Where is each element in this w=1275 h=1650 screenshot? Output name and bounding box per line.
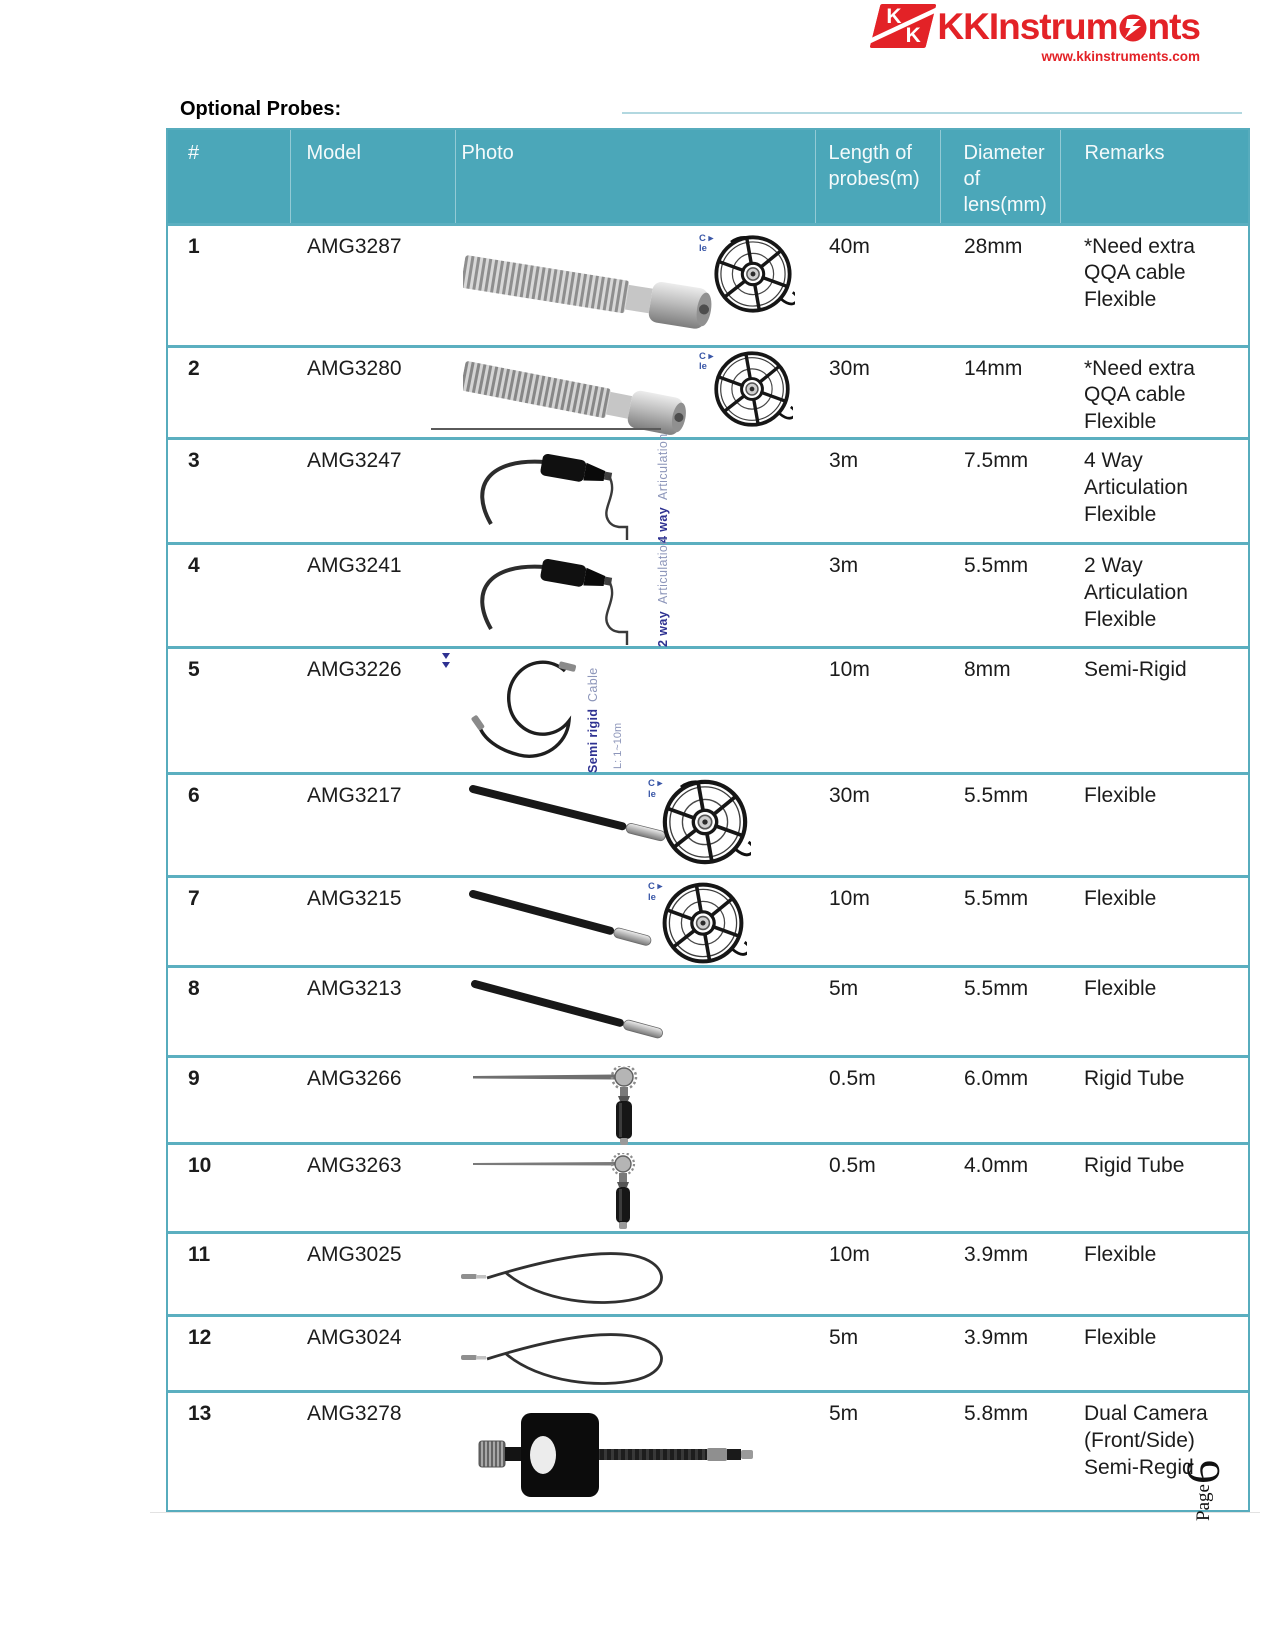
col-header-num: # (188, 142, 200, 164)
length-cell: 3m (829, 554, 859, 578)
remarks-cell: Dual Camera (Front/Side) Semi-Regid (1084, 1402, 1208, 1479)
looped-cable-photo (459, 1321, 677, 1391)
remarks-cell: *Need extra QQA cable Flexible (1084, 234, 1195, 312)
articulation-label-light: Articulation (656, 433, 670, 501)
diameter-cell: 6.0mm (964, 1067, 1029, 1091)
col-header-model: Model (290, 130, 455, 224)
lightning-e-icon (1119, 11, 1147, 39)
row-number: 9 (188, 1067, 200, 1091)
col-header-diameter: Diameter of lens(mm) (940, 130, 1060, 224)
row-number: 6 (188, 784, 200, 808)
table-row (168, 1057, 1248, 1144)
remarks-cell: Flexible (1084, 977, 1157, 1001)
reel-label-top: C ▸ (648, 881, 663, 893)
decorative-line (150, 1512, 1260, 1513)
length-cell: 0.5m (829, 1154, 876, 1178)
photo-cell (455, 537, 815, 648)
reel-label-bottom: le (699, 360, 707, 372)
remarks-cell: Rigid Tube (1084, 1154, 1185, 1178)
model-cell: AMG3247 (307, 449, 402, 473)
cable-label (585, 649, 601, 773)
diameter-cell: 5.5mm (964, 784, 1029, 808)
row-number: 2 (188, 356, 200, 380)
diameter-cell: 5.5mm (964, 977, 1029, 1001)
model-cell: AMG3024 (307, 1326, 402, 1350)
brand-name (937, 5, 1200, 47)
diameter-cell: 4.0mm (964, 1154, 1029, 1178)
diameter-cell: 7.5mm (964, 449, 1029, 473)
rigid-tube-photo (465, 1153, 665, 1233)
diameter-cell: 3.9mm (964, 1326, 1029, 1350)
row-number: 1 (188, 234, 200, 258)
remarks-cell: Flexible (1084, 784, 1157, 808)
remarks-cell: *Need extra QQA cable Flexible (1084, 356, 1195, 434)
table-row (168, 1316, 1248, 1392)
page-number-digit: 6 (1177, 1460, 1230, 1484)
articulation-label-bold: 2 way (656, 611, 670, 648)
probe-rod-photo (465, 882, 675, 974)
looped-cable-photo (459, 1240, 677, 1310)
row-number: 3 (188, 449, 200, 473)
diameter-cell: 14mm (964, 356, 1023, 380)
row-number: 12 (188, 1326, 212, 1350)
table-row (168, 1233, 1248, 1316)
photo-cell (455, 433, 815, 544)
reel-label-bottom: le (699, 242, 707, 254)
model-cell: AMG3226 (307, 658, 402, 682)
articulating-scope-photo (461, 551, 656, 647)
diameter-cell: 5.5mm (964, 887, 1029, 911)
cable-reel-photo (711, 232, 795, 316)
model-cell: AMG3278 (307, 1402, 402, 1426)
length-cell: 0.5m (829, 1067, 876, 1091)
row-number: 11 (188, 1243, 211, 1267)
col-header-length: Length of probes(m) (815, 130, 940, 224)
model-cell: AMG3280 (307, 356, 402, 380)
model-cell: AMG3217 (307, 784, 402, 808)
row-number: 7 (188, 887, 200, 911)
decorative-line (622, 112, 1242, 114)
reel-label-bottom: le (648, 788, 656, 800)
remarks-cell: Semi-Rigid (1084, 658, 1187, 682)
remarks-cell: 2 Way Articulation Flexible (1084, 554, 1188, 631)
table-row (168, 774, 1248, 877)
diameter-cell: 3.9mm (964, 1243, 1029, 1267)
brand-website: www.kkinstruments.com (1041, 49, 1200, 64)
cable-reel-photo (711, 348, 793, 430)
length-cell: 10m (829, 1243, 870, 1267)
reel-label-top: C ▸ (648, 778, 663, 790)
photo-cell (455, 1233, 815, 1316)
table-row (168, 544, 1248, 648)
remarks-cell: Rigid Tube (1084, 1067, 1185, 1091)
diameter-cell: 5.8mm (964, 1402, 1029, 1426)
remarks-cell: Flexible (1084, 1243, 1157, 1267)
logo-letter-k: K (886, 5, 902, 28)
optional-probes-table (168, 130, 1248, 1510)
photo-cell (455, 1316, 815, 1392)
cable-length-label: L: 1~10m (612, 722, 624, 770)
articulation-label-bold: 4 way (656, 507, 670, 544)
spring-probe-photo (463, 350, 713, 436)
reel-label-bottom: le (648, 891, 656, 903)
reel-label-top: C ▸ (699, 232, 714, 244)
length-cell: 5m (829, 1402, 859, 1426)
photo-cell (455, 648, 815, 774)
marker-icon (441, 653, 451, 671)
table-row (168, 439, 1248, 544)
model-cell: AMG3213 (307, 977, 402, 1001)
row-number: 5 (188, 658, 200, 682)
length-cell: 30m (829, 356, 870, 380)
length-cell: 5m (829, 977, 859, 1001)
photo-cell (455, 1392, 815, 1510)
diameter-cell: 5.5mm (964, 554, 1029, 578)
header-row (168, 130, 1248, 224)
page-number-word: Page (1193, 1484, 1214, 1521)
length-cell: 10m (829, 887, 870, 911)
cable-reel-photo (659, 771, 751, 873)
model-cell: AMG3263 (307, 1154, 402, 1178)
table-row (168, 967, 1248, 1057)
model-cell: AMG3215 (307, 887, 402, 911)
length-cell: 10m (829, 658, 870, 682)
logo-slash (869, 7, 938, 43)
coiled-cable-photo (461, 655, 591, 773)
photo-cell (455, 1057, 815, 1144)
col-header-remarks: Remarks (1060, 130, 1248, 224)
model-cell: AMG3287 (307, 234, 402, 258)
table-row (168, 224, 1248, 346)
model-cell: AMG3241 (307, 554, 402, 578)
model-cell: AMG3266 (307, 1067, 402, 1091)
section-title: Optional Probes: (180, 98, 342, 120)
table-row (168, 648, 1248, 774)
table-wrapper (166, 128, 1250, 1513)
table-row (168, 346, 1248, 439)
photo-cell (455, 1144, 815, 1233)
articulation-label-light: Articulation (656, 537, 670, 605)
row-number: 8 (188, 977, 200, 1001)
length-cell: 5m (829, 1326, 859, 1350)
length-cell: 40m (829, 234, 870, 258)
table-row (168, 1144, 1248, 1233)
articulating-scope-photo (461, 446, 656, 542)
dual-camera-probe-photo (471, 1409, 771, 1505)
reel-label-top: C ▸ (699, 350, 714, 362)
row-number: 4 (188, 554, 200, 578)
row-number: 13 (188, 1402, 212, 1426)
length-cell: 3m (829, 449, 859, 473)
articulation-label (655, 537, 671, 648)
diameter-cell: 28mm (964, 234, 1023, 258)
photo-cell (455, 967, 815, 1057)
remarks-cell: Flexible (1084, 887, 1157, 911)
model-cell: AMG3025 (307, 1243, 402, 1267)
photo-cell (455, 877, 815, 967)
table-row (168, 877, 1248, 967)
kk-logo-icon (870, 4, 937, 48)
brand-name-prefix: KKInstrum (937, 5, 1118, 47)
cable-reel-photo (659, 876, 747, 970)
spring-probe-photo (463, 238, 725, 342)
photo-cell (455, 774, 815, 877)
length-cell: 30m (829, 784, 870, 808)
photo-underline (431, 428, 661, 430)
row-number: 10 (188, 1154, 212, 1178)
probe-rod-photo (467, 974, 697, 1060)
page-number (1177, 1460, 1230, 1521)
rigid-tube-photo (465, 1066, 665, 1146)
photo-cell (455, 346, 815, 439)
table-row (168, 1392, 1248, 1510)
remarks-cell: Flexible (1084, 1326, 1157, 1350)
articulation-label (655, 433, 671, 544)
cable-label-bold: Semi rigid (586, 708, 600, 774)
remarks-cell: 4 Way Articulation Flexible (1084, 449, 1188, 526)
diameter-cell: 8mm (964, 658, 1011, 682)
col-header-photo: Photo (455, 130, 815, 224)
logo-letter-k: K (905, 24, 922, 47)
cable-label-light: Cable (586, 667, 600, 702)
brand-name-suffix: nts (1147, 5, 1200, 47)
brand-header (875, 4, 1200, 64)
photo-cell (455, 224, 815, 346)
